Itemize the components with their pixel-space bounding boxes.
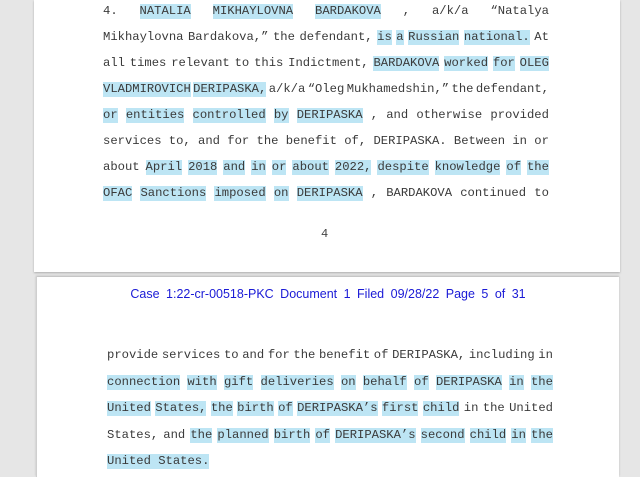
word: benefit xyxy=(285,134,337,148)
highlighted-word: connection xyxy=(107,374,181,389)
highlighted-word: the xyxy=(530,374,553,389)
word: Mukhamedshin,” xyxy=(346,82,450,96)
highlighted-word: first xyxy=(381,401,419,415)
word: this xyxy=(254,56,284,70)
word: and xyxy=(242,348,265,362)
highlighted-word: Russian xyxy=(408,30,460,44)
highlighted-word: in xyxy=(509,374,524,389)
text-line xyxy=(103,82,549,97)
word: to xyxy=(234,56,250,70)
word: the xyxy=(272,30,295,44)
word: “Natalya xyxy=(490,4,549,18)
word: to, xyxy=(168,134,191,148)
text-line xyxy=(103,134,549,149)
highlighted-word: with xyxy=(187,374,217,389)
highlighted-word: DERIPASKA xyxy=(435,374,502,389)
highlighted-word: the xyxy=(526,160,549,174)
highlighted-word: deliveries xyxy=(260,374,334,389)
word: BARDAKOVA xyxy=(386,186,453,200)
highlighted-word: by xyxy=(273,108,289,122)
word: in xyxy=(512,134,527,148)
highlighted-word: United xyxy=(107,454,151,468)
word: to xyxy=(223,348,239,362)
word: times xyxy=(129,56,167,70)
word: the xyxy=(256,134,279,148)
word: including xyxy=(468,348,535,362)
word: all xyxy=(103,56,125,70)
highlighted-word: about xyxy=(292,160,329,174)
highlighted-word: in xyxy=(511,427,526,442)
word: the xyxy=(451,82,474,96)
highlighted-word: of xyxy=(506,160,522,174)
highlighted-word: or xyxy=(271,160,287,174)
highlighted-word: United xyxy=(107,401,151,415)
highlighted-word: national. xyxy=(463,30,530,44)
text-line xyxy=(103,108,549,123)
highlighted-word: knowledge xyxy=(434,160,501,174)
text-line xyxy=(107,454,209,469)
word: relevant xyxy=(171,56,230,70)
highlighted-word: on xyxy=(340,374,356,389)
highlighted-word: the xyxy=(190,427,213,442)
word: continued xyxy=(460,186,527,200)
highlighted-word: DERIPASKA’s xyxy=(335,427,416,442)
highlighted-word: the xyxy=(210,401,233,415)
highlighted-word: OFAC xyxy=(103,186,133,200)
word: of, xyxy=(344,134,367,148)
highlighted-word: birth xyxy=(237,401,274,415)
highlighted-word: on xyxy=(273,186,289,200)
word: , xyxy=(370,108,379,122)
highlighted-word: gift xyxy=(223,374,254,389)
highlighted-word: 2018 xyxy=(188,160,218,174)
word: a/k/a xyxy=(268,82,306,96)
highlighted-word: Sanctions xyxy=(140,186,207,200)
word: services xyxy=(161,348,221,362)
word: services xyxy=(103,134,162,148)
highlighted-word: planned xyxy=(217,427,269,442)
highlighted-word: DERIPASKA xyxy=(296,108,363,122)
highlighted-word: and xyxy=(223,160,246,174)
highlighted-word: or xyxy=(103,108,118,122)
word: “Oleg xyxy=(307,82,345,96)
highlighted-word: birth xyxy=(273,427,311,442)
word: At xyxy=(534,30,549,44)
highlighted-word: worked xyxy=(444,56,489,70)
word: of xyxy=(373,348,389,362)
highlighted-word: the xyxy=(531,427,553,442)
highlighted-word: BARDAKOVA xyxy=(373,56,440,70)
word: DERIPASKA. xyxy=(373,134,447,148)
text-line xyxy=(107,428,553,443)
word: provided xyxy=(490,108,549,122)
word: , xyxy=(370,186,379,200)
highlighted-word: a xyxy=(396,30,404,44)
word: in xyxy=(538,348,553,362)
word: the xyxy=(482,401,505,415)
word: DERIPASKA, xyxy=(392,348,466,362)
word: and xyxy=(198,134,220,148)
word: and xyxy=(163,427,186,442)
document-page-4 xyxy=(34,0,620,272)
highlighted-word: imposed xyxy=(214,186,266,200)
text-line xyxy=(103,56,549,71)
word: the xyxy=(293,348,316,362)
word: for xyxy=(267,348,290,362)
highlighted-word: second xyxy=(420,427,465,442)
highlighted-word: of xyxy=(278,401,293,415)
word: Mikhaylovna xyxy=(103,30,184,44)
highlighted-word: child xyxy=(469,427,507,442)
highlighted-word: States, xyxy=(155,401,207,415)
highlighted-word: of xyxy=(414,374,429,389)
highlighted-word: States. xyxy=(158,454,210,468)
word: provide xyxy=(107,348,159,362)
highlighted-word: DERIPASKA, xyxy=(193,82,267,96)
word: defendant, xyxy=(475,82,549,96)
word: defendant, xyxy=(299,30,373,44)
word: otherwise xyxy=(416,108,483,122)
highlighted-word: 2022, xyxy=(334,160,372,174)
highlighted-word: April xyxy=(145,160,183,174)
word: States, xyxy=(107,427,159,442)
word: to xyxy=(534,186,549,200)
highlighted-word: VLADMIROVICH xyxy=(103,82,191,96)
word: in xyxy=(463,401,479,415)
page-number: 4 xyxy=(321,227,329,241)
text-line xyxy=(107,401,553,416)
word: benefit xyxy=(318,348,371,362)
highlighted-word: is xyxy=(377,30,392,44)
text-line xyxy=(103,4,549,19)
text-line xyxy=(103,30,549,45)
word: about xyxy=(103,160,140,174)
document-page-5 xyxy=(36,277,619,477)
word: , xyxy=(402,4,411,18)
text-line xyxy=(107,375,553,390)
word: Bardakova,” xyxy=(187,30,269,44)
word: 4. xyxy=(103,4,118,18)
highlighted-word: controlled xyxy=(192,108,266,122)
highlighted-word: despite xyxy=(377,160,429,174)
highlighted-word: in xyxy=(251,160,266,174)
highlighted-word: entities xyxy=(125,108,185,122)
word: Between xyxy=(453,134,506,148)
highlighted-word: behalf xyxy=(362,374,407,389)
highlighted-word: OLEG xyxy=(519,56,549,70)
text-line xyxy=(107,348,553,363)
highlighted-word: DERIPASKA xyxy=(296,186,363,200)
highlighted-word: for xyxy=(492,56,515,70)
case-header: Case 1:22-cr-00518-PKC Document 1 Filed 09/28/22 Page 5 of 31 xyxy=(130,287,526,301)
highlighted-word: child xyxy=(422,401,460,415)
text-line xyxy=(103,160,549,175)
text-line xyxy=(103,186,549,201)
highlighted-word: DERIPASKA’s xyxy=(297,401,378,415)
highlighted-word: of xyxy=(315,427,330,442)
word: Indictment, xyxy=(288,56,369,70)
word: a/k/a xyxy=(431,4,469,18)
word: and xyxy=(386,108,409,122)
highlighted-word: BARDAKOVA xyxy=(315,4,381,18)
word: United xyxy=(509,401,553,415)
highlighted-word: MIKHAYLOVNA xyxy=(212,4,294,18)
highlighted-word: NATALIA xyxy=(139,4,191,18)
word: or xyxy=(534,134,549,148)
word: for xyxy=(227,134,250,148)
